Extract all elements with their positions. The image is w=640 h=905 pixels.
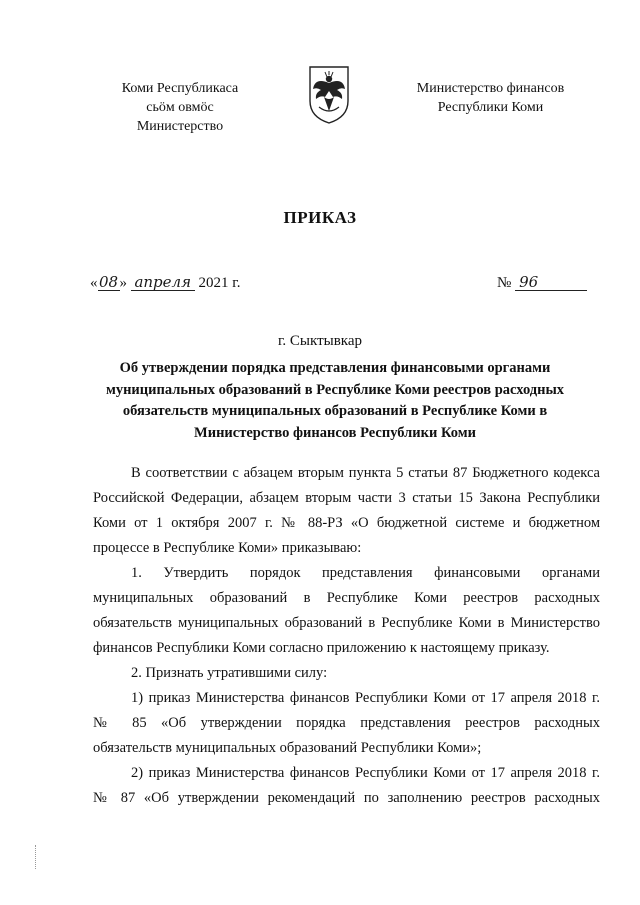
number-value: 96 [515, 275, 587, 291]
header-right-line: Министерство финансов [416, 81, 565, 96]
date-year: 2021 г. [198, 275, 241, 291]
body-line: 1. Утвердить порядок представления финансовыми органами [131, 565, 600, 581]
date-open-quote: « [90, 275, 98, 291]
city-line: г. Сыктывкар [277, 333, 363, 349]
body-line: Коми от 1 октября 2007 г. № 88-РЗ «О бюджетной системе и бюджетном [93, 515, 600, 531]
body-line: обязательств муниципальных образований Республики Коми»; [93, 740, 482, 756]
number-label: № [497, 275, 512, 291]
body-line: № 85 «Об утверждении порядка представления реестров расходных [93, 715, 600, 731]
subject-line: Министерство финансов Республики Коми [194, 424, 476, 441]
order-subject [90, 358, 580, 444]
body-line: обязательств муниципальных образований в Республике Коми в Министерство [93, 615, 600, 631]
order-date [90, 275, 240, 292]
body-line: финансов Республики Коми согласно приложению к настоящему приказу. [93, 640, 550, 656]
subject-line: обязательств муниципальных образований в Республике Коми в [122, 403, 548, 419]
header-right-line: Республики Коми [437, 100, 544, 115]
body-line: процессе в Республике Коми» приказываю: [93, 540, 362, 556]
date-day: 08 [98, 273, 119, 291]
body-line: муниципальных образований в Республике Коми реестров расходных [93, 590, 600, 606]
header-left-line: Министерство [136, 119, 224, 134]
body-line: № 87 «Об утверждении рекомендаций по заполнению реестров расходных [93, 790, 600, 806]
body-line: 2) приказ Министерства финансов Республики Коми от 17 апреля 2018 г. [131, 765, 600, 781]
date-close-quote: » [119, 275, 127, 291]
body-line: В соответствии с абзацем вторым пункта 5 статьи 87 Бюджетного кодекса [131, 465, 600, 481]
subject-line: Об утверждении порядка представления финансовыми органами [119, 360, 551, 376]
coat-of-arms-komi-icon [307, 63, 351, 125]
order-number [497, 275, 587, 292]
header-left-block [90, 79, 270, 136]
header-left-line: Коми Республикаса [121, 81, 239, 96]
body-line: Российской Федерации, абзацем вторым части 3 статьи 15 Закона Республики [93, 490, 600, 506]
header-right-block [403, 79, 578, 117]
header-left-line: сьӧм овмӧс [146, 100, 214, 115]
date-month: апреля [131, 275, 195, 291]
body-line: 1) приказ Министерства финансов Республики Коми от 17 апреля 2018 г. [131, 690, 600, 706]
scan-margin-mark [35, 845, 38, 869]
subject-line: муниципальных образований в Республике Коми реестров расходных [105, 381, 565, 398]
document-title: ПРИКАЗ [283, 208, 357, 227]
body-line: 2. Признать утратившими силу: [131, 665, 328, 681]
